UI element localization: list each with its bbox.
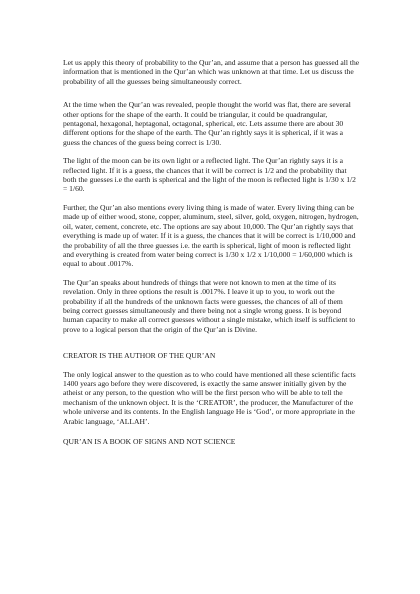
heading-creator-author: CREATOR IS THE AUTHOR OF THE QUR’AN (63, 351, 216, 361)
document-body (63, 58, 360, 455)
heading-book-of-signs: QUR’AN IS A BOOK OF SIGNS AND NOT SCIENCE (63, 437, 236, 446)
paragraph-moon-light: The light of the moon can be its own light or a reflected light. The Qur’an rightly says it is a reflected light. If it is a guess, the chances that it will be correct is 1/2 and the probability that both the guesses i.e the earth is spherical and the light of the moon is reflected light is 1/30 x 1/2 = 1/60. (63, 156, 356, 194)
paragraph-earth-shape: At the time when the Qur’an was revealed, people thought the world was flat, there are several other options for the shape of the earth. It could be triangular, it could be quadrangular, pentagonal, hexagonal, heptagonal, octagonal, spherical, etc. Lets assume there are about 30 different options for the shape of the earth. The Qur’an rightly says it is spherical, if it was a guess the chances of the guess being correct is 1/30. (63, 100, 351, 147)
paragraph-living-water: Further, the Qur’an also mentions every living thing is made of water. Every living thing can be made up of either wood, stone, copper, aluminum, steel, silver, gold, oxygen, nitrogen, hydrogen, oil, water, cement, concrete, etc. The options are say about 10,000. The Qur’an rightly says that everything is made up of water. If it is a guess, the chances that it will be correct is 1/10,000 and the probability of all the three guesses i.e. the earth is spherical, light of moon is reflected light and everything is created from water being correct is 1/30 x 1/2 x 1/10,000 = 1/60,000 which is equal to about .0017%. (63, 202, 359, 269)
paragraph-unknown-facts: The Qur’an speaks about hundreds of things that were not known to men at the time of its revelation. Only in three options the result is .0017%. I leave it up to you, to work out the probability if all the hundreds of the unknown facts were guesses, the chances of all of them being correct guesses simultaneously and there being not a single wrong guess. It is beyond human capacity to make all correct guesses without a single mistake, which itself is sufficient to prove to a logical person that the origin of the Qur’an is Divine. (63, 277, 356, 334)
paragraph-probability-intro: Let us apply this theory of probability to the Qur’an, and assume that a person has guessed all the information that is mentioned in the Qur’an which was unknown at that time. Let us discuss the probability of all the guesses being simultaneously correct. (63, 58, 360, 86)
paragraph-creator: The only logical answer to the question as to who could have mentioned all these scientific facts 1400 years ago before they were discovered, is exactly the same answer initially given by the atheist or any person, to the question who will be the first person who will be able to tell the mechanism of the unknown object. It is the ‘CREATOR’, the producer, the Manufacturer of the whole universe and its contents. In the English language He is ‘God’, or more appropriate in the Arabic language, ‘ALLAH’. (63, 369, 356, 426)
